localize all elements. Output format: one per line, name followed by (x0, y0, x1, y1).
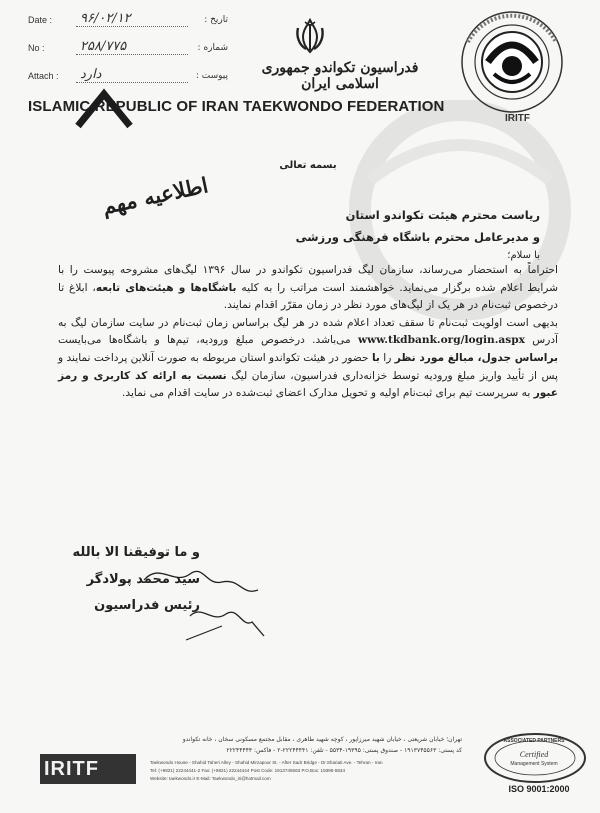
handwritten-signature (130, 556, 300, 648)
number-line (76, 54, 188, 55)
p2-text-h: به سرپرست تیم برای ثبت‌نام اولیه و تحویل مدارک اعضای ثبت‌شده در سایت اقدام می نماید. (122, 387, 531, 400)
number-field (28, 40, 228, 56)
number-value: ۲۵۸/۷۷۵ (80, 39, 127, 54)
iso-label: ISO 9001:2000 (508, 784, 570, 794)
cert-top-text: ASSOCIATED PARTNERS (503, 738, 565, 744)
attach-label: Attach : (28, 71, 59, 81)
attach-value: دارد (80, 67, 102, 82)
date-value: ۹۶/۰۲/۱۲ (80, 11, 131, 26)
date-field (28, 12, 228, 28)
footer-web-en: Website: taekwondo.ir E-Mail: Taekwondo_iri@hotmail.com (150, 776, 271, 781)
p1-text-a: احتراماً به استحضار می‌رساند، سازمان لیگ فدراسیون تکواندو در سال ۱۳۹۶ لیگ‌های مشروحه پیوست را با شرایط اعلام شده برگزار می‌نماید. خواهشمند است مراتب را به کلیه (58, 264, 559, 294)
p2-bold-e: با (371, 351, 380, 364)
attach-label-fa: پیوست : (195, 71, 228, 81)
p2-url: www.tkdbank.org/login.aspx (357, 334, 525, 347)
paragraph-2 (58, 315, 558, 403)
p2-text-f: حضور در هیئت تکواندو استان مربوطه به صورت آنلاین پرداخت نمایند و پس از تأیید واریز مبلغ ورودیه توسط خزانه‌داری فدراسیون، سازمان لیگ (58, 351, 559, 382)
date-line (76, 26, 188, 27)
attach-line (76, 82, 188, 83)
p2-text-a: بدیهی است اولویت ثبت‌نام تا سقف تعداد اعلام شده در هر لیگ براساس زمان ثبت‌نام در سایت سازمان لیگ به آدرس (58, 316, 559, 347)
signatory-title: رئیس فدراسیون (94, 598, 200, 613)
federation-logo-icon (448, 8, 578, 124)
p2-text-b: می‌باشد. درخصوص مبلغ ورودیه، تیم‌ها و باشگاه‌ها می‌بایست (58, 334, 351, 347)
cert-bottom-text: Management System (510, 761, 558, 767)
footer-contact-fa: کد پستی: ۱۹۱۳۷۴۵۵۶۳ - صندوق پستی: ۱۹۳۹۵-۵۵۳۴ - تلفن: ۲۲۲۴۴۴۴۱-۲ - فاکس: ۲۲۲۴۴۴۴۴ (226, 747, 462, 754)
p2-text-d: را (383, 351, 392, 364)
footer-contact-en: Tel: (+9821) 22244441-2 Fax: (+9821) 22244444 Post Code: 1913745563 P.O.Box: 19395-5534 (150, 768, 346, 773)
letter-body (58, 262, 558, 403)
recipient-line-1: ریاست محترم هیئت تکواندو استان (345, 208, 540, 222)
chevron-mark-icon (74, 88, 134, 130)
number-label-fa: شماره : (197, 43, 228, 53)
footer-address-fa: تهران؛ خیابان شریعتی ، خیابان شهید میرزاپور ، کوچه شهید طاهری ، مقابل مجتمع مسکونی سخان ، خانه تکواندو (182, 736, 462, 743)
paragraph-1 (58, 262, 558, 315)
p1-text-c: ، ابلاغ تا درخصوص ثبت‌نام در هر یک از لیگ‌های مورد نظر در زمان مقرّر اقدام نمایند. (58, 281, 558, 312)
attach-field (28, 68, 228, 84)
footer-address-en: Taekwondo House - Shahid Taheri Alley - Shahid Mirzapour St. - After Sadr Bridge - Dr.Shariati Ave. - Tehran - Iran (150, 760, 383, 765)
greeting: با سلام؛ (507, 250, 540, 261)
logo-text: IRITF (505, 113, 530, 124)
bismillah: بسمه تعالی (279, 160, 337, 171)
date-label: Date : (28, 15, 53, 25)
p1-bold: باشگاه‌ها و هیئت‌های تابعه (95, 281, 237, 294)
p2-bold-g: نسبت به ارائه کد کاربری و رمز عبور (58, 369, 558, 400)
footer-logo-text: IRITF (44, 758, 99, 780)
federation-name-fa: فدراسیون تکواندو جمهوری اسلامی ایران (261, 60, 419, 92)
important-notice-stamp: اطلاعیه مهم (99, 172, 211, 219)
signatory-name: سید محمد پولادگر (86, 572, 200, 587)
p2-bold-c: براساس جدول، مبالغ مورد نظر (394, 351, 559, 364)
cert-mid-text: Certified (519, 750, 549, 759)
iran-emblem-icon (294, 18, 326, 54)
recipient-line-2: و مدیرعامل محترم باشگاه فرهنگی ورزشی (295, 230, 540, 244)
federation-name-en: ISLAMIC REPUBLIC OF IRAN TAEKWONDO FEDERATION (28, 98, 445, 115)
date-label-fa: تاریخ : (204, 15, 228, 25)
closing-phrase: و ما توفیقنا الا بالله (72, 545, 200, 560)
number-label: No : (28, 43, 45, 53)
